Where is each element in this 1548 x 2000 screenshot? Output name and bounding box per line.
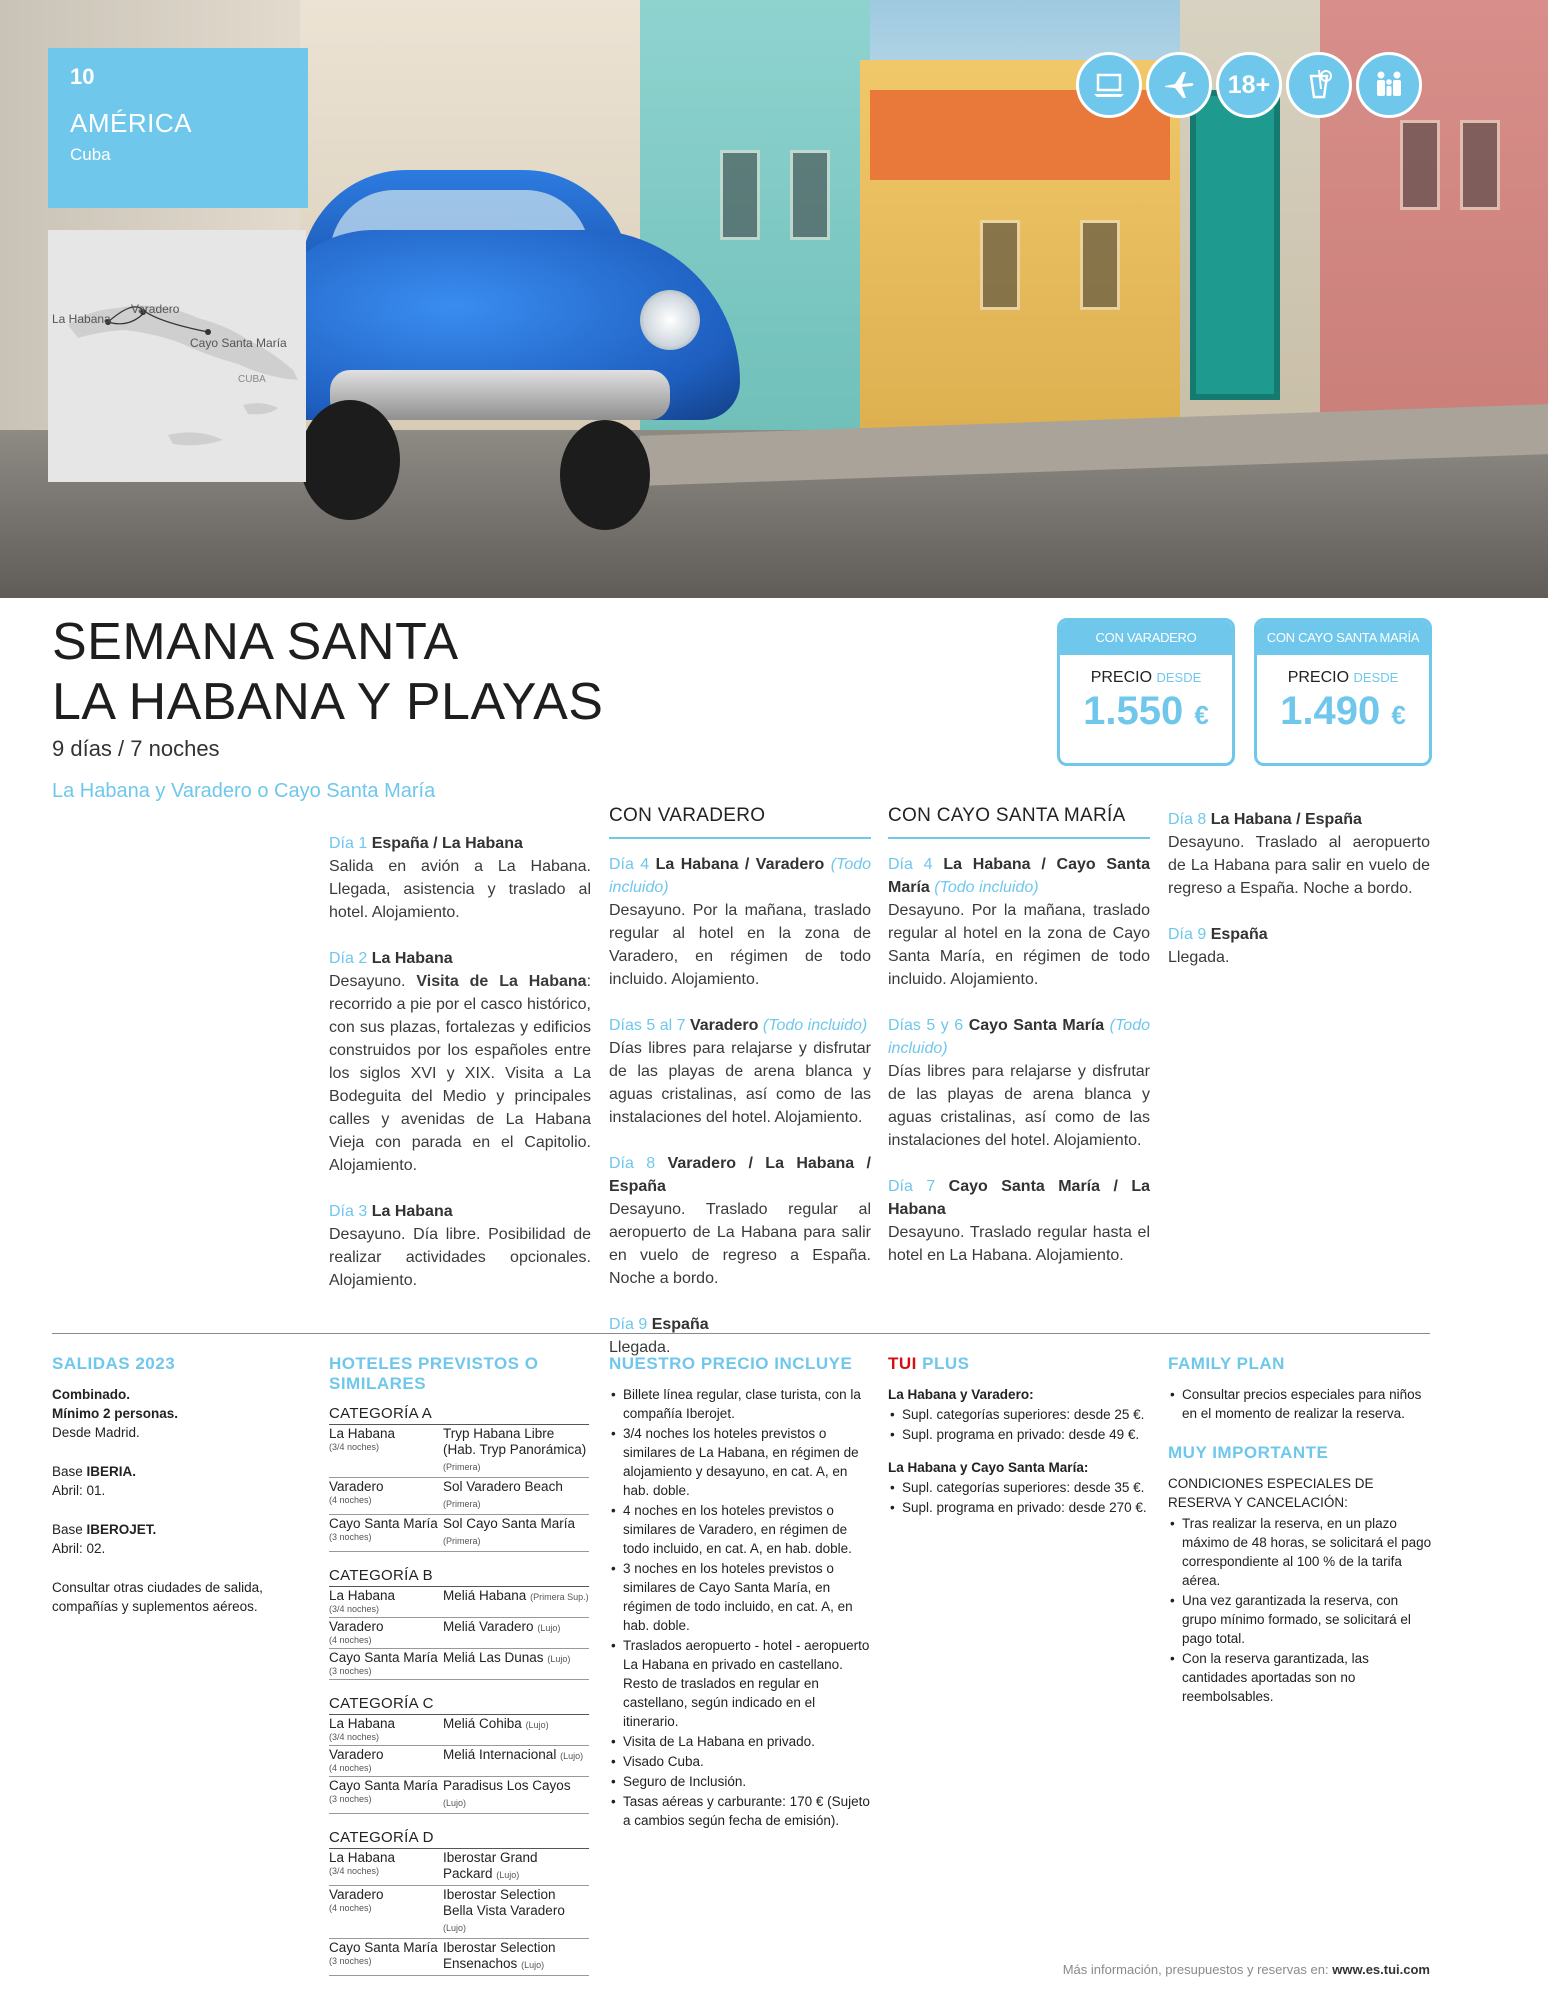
- hotel-city-cell: [329, 1426, 443, 1475]
- green-door: [1190, 90, 1280, 400]
- itinerary-day: [329, 832, 591, 924]
- hotel-name-cell: [443, 1747, 589, 1774]
- hotel-name: Sol Varadero Beach: [443, 1479, 563, 1494]
- hotel-city: Cayo Santa María: [329, 1516, 438, 1531]
- price-currency: €: [1391, 700, 1406, 730]
- family-list: [1168, 1385, 1434, 1423]
- footer: [1063, 1962, 1430, 1977]
- precio-incluye-section: [609, 1354, 871, 1831]
- hotel-name-cell: [443, 1778, 589, 1811]
- hotel-name: Iberostar Selection Ensenachos: [443, 1940, 556, 1971]
- window: [790, 150, 830, 240]
- day-title: España: [651, 1316, 709, 1333]
- hotel-city: La Habana: [329, 1716, 396, 1731]
- day-number: Día 1: [329, 835, 368, 852]
- itinerary-day: [1168, 808, 1430, 900]
- hotel-nights: (3 noches): [329, 1532, 372, 1542]
- car-headlight: [640, 290, 700, 350]
- hotel-city-cell: [329, 1940, 443, 1973]
- base-name: IBERIA.: [86, 1464, 137, 1479]
- hotel-city: Varadero: [329, 1479, 384, 1494]
- hotel-city-cell: [329, 1716, 443, 1743]
- price-card-cayo-santa-maria: [1254, 618, 1432, 766]
- hotel-row: [329, 1939, 589, 1976]
- salidas-note: Consultar otras ciudades de salida, compañías y suplementos aéreos.: [52, 1580, 263, 1614]
- day-title: Cayo Santa María: [968, 1017, 1105, 1034]
- precio-list: [609, 1385, 871, 1830]
- day-note: (Todo incluido): [934, 879, 1039, 896]
- window: [720, 150, 760, 240]
- itinerary-column-cayo: [888, 804, 1150, 1290]
- window: [1080, 220, 1120, 310]
- family-plan-section: [1168, 1354, 1434, 1707]
- hotel-category-label: (Lujo): [521, 1960, 545, 1970]
- hotel-nights: (3/4 noches): [329, 1732, 380, 1742]
- list-item: • Tras realizar la reserva, en un plazo máximo de 48 horas, se solicitará el pago correspondiente al 100 % de la tarifa aérea.: [1168, 1514, 1434, 1590]
- hotel-city-cell: [329, 1588, 443, 1615]
- day-description: Desayuno. Por la mañana, traslado regular al hotel en la zona de Cayo Santa María, en régimen de todo incluido. Alojamiento.: [888, 902, 1150, 988]
- day-note: (Todo incluido): [762, 1017, 868, 1034]
- section-divider: [52, 1333, 1430, 1334]
- conditions-heading: CONDICIONES ESPECIALES DE RESERVA Y CANCELACIÓN:: [1168, 1476, 1374, 1510]
- list-item: • Billete línea regular, clase turista, con la compañía Iberojet.: [609, 1385, 871, 1423]
- car-wheel: [300, 400, 400, 520]
- day-description: Salida en avión a La Habana. Llegada, asistencia y traslado al hotel. Alojamiento.: [329, 858, 591, 921]
- hotel-row: [329, 1886, 589, 1939]
- tui-groups: [888, 1385, 1150, 1517]
- day-title: Varadero: [689, 1017, 759, 1034]
- hotel-category-label: (Lujo): [560, 1751, 584, 1761]
- hotel-row: [329, 1849, 589, 1886]
- hotel-row: [329, 1515, 589, 1552]
- list-item: • Supl. programa en privado: desde 49 €.: [888, 1425, 1150, 1444]
- itinerary-day: [329, 1200, 591, 1292]
- feature-icons: [1076, 52, 1422, 118]
- list-item: • 4 noches en los hoteles previstos o similares de Varadero, en régimen de todo incluido, en cat. A, en hab. doble.: [609, 1501, 871, 1558]
- hotel-category-label: (Primera): [443, 1462, 481, 1472]
- day-description: Días libres para relajarse y disfrutar de las playas de arena blanca y aguas cristalinas, así como de las instalaciones del hotel. Alojamiento.: [888, 1063, 1150, 1149]
- hotel-nights: (3 noches): [329, 1794, 372, 1804]
- hero-photo: [0, 0, 1548, 598]
- itinerary-day: [609, 1014, 871, 1129]
- hotel-row: [329, 1587, 589, 1618]
- day-title: España / La Habana: [371, 835, 523, 852]
- continent-label: AMÉRICA: [70, 108, 192, 138]
- family-icon: [1356, 52, 1422, 118]
- hotel-city-cell: [329, 1887, 443, 1936]
- day-description: Días libres para relajarse y disfrutar de las playas de arena blanca y aguas cristalinas, así como de las instalaciones del hotel. Alojamiento.: [609, 1040, 871, 1126]
- price-amount: 1.550: [1083, 689, 1184, 733]
- base-name: IBEROJET.: [86, 1522, 157, 1537]
- hotel-nights: (3/4 noches): [329, 1604, 380, 1614]
- itinerary-column-varadero: [609, 804, 871, 1382]
- day-description: [329, 970, 591, 1177]
- price-desde: DESDE: [1353, 670, 1399, 685]
- list-item: • Con la reserva garantizada, las cantidades aportadas son no reembolsables.: [1168, 1649, 1434, 1706]
- salidas-base-iberojet: [52, 1520, 292, 1558]
- hotel-category-label: (Lujo): [547, 1654, 571, 1664]
- hotel-category-label: (Lujo): [525, 1720, 549, 1730]
- hotel-name: Iberostar Selection Bella Vista Varadero: [443, 1887, 565, 1918]
- map-label-la-habana: La Habana: [52, 312, 111, 326]
- hotel-city-cell: [329, 1650, 443, 1677]
- day-note: (Todo incluido): [609, 856, 872, 896]
- cocktail-icon: [1286, 52, 1352, 118]
- hotel-nights: (3 noches): [329, 1666, 372, 1676]
- price-label: PRECIO: [1090, 669, 1153, 686]
- hotel-city: Cayo Santa María: [329, 1778, 438, 1793]
- hotel-category: [329, 1828, 589, 1976]
- price-label-line: [1257, 669, 1429, 687]
- footer-link[interactable]: www.es.tui.com: [1332, 1962, 1430, 1977]
- list-item: • 3/4 noches los hoteles previstos o similares de La Habana, en régimen de alojamiento y desayuno, en cat. A, en hab. doble.: [609, 1424, 871, 1500]
- section-title: NUESTRO PRECIO INCLUYE: [609, 1354, 853, 1373]
- hotel-category-label: (Primera): [443, 1536, 481, 1546]
- hotel-nights: (3/4 noches): [329, 1866, 380, 1876]
- price-label: PRECIO: [1287, 669, 1350, 686]
- itinerary-day: [329, 947, 591, 1177]
- price-desde: DESDE: [1156, 670, 1202, 685]
- day-number: Día 2: [329, 950, 368, 967]
- day-description: Desayuno. Traslado regular al aeropuerto de La Habana para salir en vuelo de regreso a España. Noche a bordo.: [609, 1201, 871, 1287]
- list-item: • Supl. programa en privado: desde 270 €.: [888, 1498, 1150, 1517]
- section-title: [888, 1354, 1150, 1373]
- age-badge-text: 18+: [1227, 70, 1271, 99]
- itinerary-day: [888, 853, 1150, 991]
- day-description: Desayuno. Traslado regular hasta el hotel en La Habana. Alojamiento.: [888, 1224, 1150, 1264]
- hotel-nights: (4 noches): [329, 1903, 372, 1913]
- page-title-line-2: LA HABANA Y PLAYAS: [52, 673, 604, 731]
- day-title: La Habana: [371, 950, 453, 967]
- car-wheel: [560, 420, 650, 530]
- hotel-name-cell: [443, 1516, 589, 1549]
- tui-group: [888, 1458, 1150, 1517]
- hotel-category-label: (Lujo): [496, 1870, 520, 1880]
- base-label: Base: [52, 1522, 87, 1537]
- day-number: Día 7: [888, 1178, 936, 1195]
- hotel-nights: (4 noches): [329, 1495, 372, 1505]
- hotel-nights: (4 noches): [329, 1763, 372, 1773]
- hotel-city: La Habana: [329, 1426, 396, 1441]
- price-card-varadero: [1057, 618, 1235, 766]
- section-title: HOTELES PREVISTOS O SIMILARES: [329, 1354, 539, 1393]
- hotel-name: Iberostar Grand Packard: [443, 1850, 538, 1881]
- hotel-city-cell: [329, 1479, 443, 1512]
- map-label-varadero: Varadero: [131, 302, 180, 316]
- price-card-header: CON CAYO SANTA MARÍA: [1257, 621, 1429, 655]
- category-name: CATEGORÍA D: [329, 1828, 589, 1849]
- list-item: • Seguro de Inclusión.: [609, 1772, 871, 1791]
- salidas-line: Desde Madrid.: [52, 1425, 140, 1440]
- list-item: • Consultar precios especiales para niños en el momento de realizar la reserva.: [1168, 1385, 1434, 1423]
- tui-title-rest: PLUS: [916, 1354, 970, 1373]
- list-item: • Tasas aéreas y carburante: 170 € (Sujeto a cambios según fecha de emisión).: [609, 1792, 871, 1830]
- tui-brand: TUI: [888, 1354, 917, 1373]
- hotel-category-label: (Primera): [443, 1499, 481, 1509]
- section-title: FAMILY PLAN: [1168, 1354, 1285, 1373]
- hotel-city-cell: [329, 1778, 443, 1811]
- day-number: Día 8: [1168, 811, 1207, 828]
- itinerary-day: [1168, 923, 1430, 969]
- tui-group-heading: La Habana y Varadero:: [888, 1387, 1034, 1402]
- cuba-map-shape: [48, 230, 306, 482]
- day-number: Día 8: [609, 1155, 656, 1172]
- hotel-category: [329, 1566, 589, 1680]
- category-name: CATEGORÍA A: [329, 1404, 589, 1425]
- hotel-row: [329, 1746, 589, 1777]
- window: [1460, 120, 1500, 210]
- base-date: Abril: 01.: [52, 1483, 106, 1498]
- day-description: Desayuno. Traslado al aeropuerto de La Habana para salir en vuelo de regreso a España. Noche a bordo.: [1168, 834, 1430, 897]
- hotel-name: Sol Cayo Santa María: [443, 1516, 576, 1531]
- plane-icon: [1146, 52, 1212, 118]
- column-heading: CON VARADERO: [609, 804, 871, 839]
- itinerary-day: [609, 853, 871, 991]
- hotel-name: Meliá Internacional: [443, 1747, 557, 1762]
- tui-group: [888, 1385, 1150, 1444]
- tui-group-heading: La Habana y Cayo Santa María:: [888, 1460, 1089, 1475]
- day-number: Días 5 al 7: [609, 1017, 686, 1034]
- day-description: Llegada.: [1168, 949, 1230, 966]
- day-number: Día 9: [1168, 926, 1207, 943]
- map-label-cuba: CUBA: [238, 374, 266, 385]
- hotel-categories: [329, 1404, 589, 1976]
- list-item: • Supl. categorías superiores: desde 35 €.: [888, 1478, 1150, 1497]
- salidas-base-iberia: [52, 1462, 292, 1500]
- salidas-info: [52, 1385, 292, 1442]
- day-highlight: Visita de La Habana: [416, 973, 587, 990]
- category-name: CATEGORÍA C: [329, 1694, 589, 1715]
- hotel-name-cell: [443, 1650, 589, 1677]
- trip-duration: 9 días / 7 noches: [52, 736, 220, 761]
- hotel-city-cell: [329, 1516, 443, 1549]
- country-label: Cuba: [70, 145, 111, 164]
- price-card-header: CON VARADERO: [1060, 621, 1232, 655]
- hotel-nights: (3/4 noches): [329, 1442, 380, 1452]
- hotel-category-label: (Primera Sup.): [530, 1592, 589, 1602]
- day-number: Días 5 y 6: [888, 1017, 964, 1034]
- itinerary-day: [888, 1014, 1150, 1152]
- salidas-line: Combinado.: [52, 1387, 130, 1402]
- itinerary-day: [609, 1313, 871, 1359]
- hotel-name-cell: [443, 1887, 589, 1936]
- conditions-list: [1168, 1514, 1434, 1706]
- day-number: Día 3: [329, 1203, 368, 1220]
- price-amount: 1.490: [1280, 689, 1381, 733]
- day-number: Día 4: [609, 856, 650, 873]
- day-text-part: : recorrido a pie por el casco histórico, con sus plazas, fortalezas y edificios construidos por los españoles entre los siglos XVI y XIX. Visita a La Bodeguita del Medio y principales calles y avenidas de La Habana Vieja con parada en el Capitolio. Alojamiento.: [329, 973, 592, 1174]
- day-text-part: Desayuno.: [329, 973, 417, 990]
- trip-title-block: [52, 612, 812, 803]
- hotel-city: La Habana: [329, 1850, 396, 1865]
- section-title-muy-importante: MUY IMPORTANTE: [1168, 1443, 1329, 1462]
- list-item: • Traslados aeropuerto - hotel - aeropuerto La Habana en privado en castellano. Resto de traslados en regular en castellano, según indicado en el itinerario.: [609, 1636, 871, 1731]
- hotel-row: [329, 1618, 589, 1649]
- hotel-category: [329, 1694, 589, 1814]
- hotel-city-cell: [329, 1619, 443, 1646]
- hotel-city-cell: [329, 1747, 443, 1774]
- hotel-name: Meliá Cohiba: [443, 1716, 522, 1731]
- day-number: Día 4: [888, 856, 933, 873]
- hotel-city: Varadero: [329, 1887, 384, 1902]
- day-title: Varadero / La Habana / España: [609, 1155, 871, 1195]
- hotel-category-label: (Lujo): [443, 1923, 467, 1933]
- day-number: Día 9: [609, 1316, 648, 1333]
- hotel-row: [329, 1649, 589, 1680]
- tui-plus-section: [888, 1354, 1150, 1531]
- hotel-name: Tryp Habana Libre (Hab. Tryp Panorámica): [443, 1426, 587, 1457]
- hotel-nights: (3 noches): [329, 1956, 372, 1966]
- hotel-city: Cayo Santa María: [329, 1940, 438, 1955]
- price-amount-line: [1060, 689, 1232, 734]
- price-currency: €: [1194, 700, 1209, 730]
- hotel-name: Meliá Las Dunas: [443, 1650, 544, 1665]
- hotel-city: Varadero: [329, 1619, 384, 1634]
- salidas-section: [52, 1354, 292, 1636]
- hotel-name-cell: [443, 1940, 589, 1973]
- footer-text: Más información, presupuestos y reservas en:: [1062, 1962, 1333, 1977]
- list-item: • Visado Cuba.: [609, 1752, 871, 1771]
- itinerary-day: [609, 1152, 871, 1290]
- base-date: Abril: 02.: [52, 1541, 106, 1556]
- hotel-category-label: (Lujo): [443, 1798, 467, 1808]
- list-item: • 3 noches en los hoteles previstos o similares de Cayo Santa María, en régimen de todo incluido, en cat. A, en hab. doble.: [609, 1559, 871, 1635]
- trip-subtitle: La Habana y Varadero o Cayo Santa María: [52, 780, 436, 802]
- window: [1400, 120, 1440, 210]
- hotel-name: Meliá Varadero: [443, 1619, 534, 1634]
- day-title: España: [1210, 926, 1268, 943]
- hotel-row: [329, 1425, 589, 1478]
- list-item: • Una vez garantizada la reserva, con grupo mínimo formado, se solicitará el pago total.: [1168, 1591, 1434, 1648]
- route-map: [48, 230, 306, 482]
- price-label-line: [1060, 669, 1232, 687]
- laptop-icon: [1076, 52, 1142, 118]
- hotel-category: [329, 1404, 589, 1552]
- itinerary-day: [888, 1175, 1150, 1267]
- hotel-city: Varadero: [329, 1747, 384, 1762]
- section-title: SALIDAS 2023: [52, 1354, 176, 1373]
- hotel-name-cell: [443, 1619, 589, 1646]
- hotel-name-cell: [443, 1850, 589, 1883]
- hotel-city-cell: [329, 1850, 443, 1883]
- salidas-line: Mínimo 2 personas.: [52, 1406, 179, 1421]
- map-label-cayo-santa-maria: Cayo Santa María: [190, 336, 287, 350]
- list-item: • Visita de La Habana en privado.: [609, 1732, 871, 1751]
- day-description: Desayuno. Día libre. Posibilidad de realizar actividades opcionales. Alojamiento.: [329, 1226, 591, 1289]
- hotel-row: [329, 1777, 589, 1814]
- hotel-city: La Habana: [329, 1588, 396, 1603]
- hotel-name-cell: [443, 1588, 589, 1615]
- category-name: CATEGORÍA B: [329, 1566, 589, 1587]
- hotel-row: [329, 1478, 589, 1515]
- day-description: Desayuno. Por la mañana, traslado regular al hotel en la zona de Varadero, en régimen de todo incluido. Alojamiento.: [609, 902, 871, 988]
- day-title: La Habana / Varadero: [655, 856, 825, 873]
- day-title: La Habana / España: [1210, 811, 1362, 828]
- window: [980, 220, 1020, 310]
- hotel-name-cell: [443, 1426, 589, 1475]
- day-title: Cayo Santa María / La Habana: [888, 1178, 1150, 1218]
- day-description: Llegada.: [609, 1339, 671, 1356]
- itinerary-column-4: [1168, 808, 1430, 992]
- price-amount-line: [1257, 689, 1429, 734]
- hotel-name: Paradisus Los Cayos: [443, 1778, 571, 1793]
- hotel-nights: (4 noches): [329, 1635, 372, 1645]
- column-heading: CON CAYO SANTA MARÍA: [888, 804, 1150, 839]
- day-title: La Habana: [371, 1203, 453, 1220]
- hotel-name: Meliá Habana: [443, 1588, 527, 1603]
- age-18-icon: [1216, 52, 1282, 118]
- day-title: La Habana / Cayo Santa María: [888, 856, 1150, 896]
- day-note: (Todo incluido): [888, 1017, 1150, 1057]
- page-title-line-1: SEMANA SANTA: [52, 613, 459, 671]
- category-box: [48, 48, 308, 208]
- hotel-name-cell: [443, 1716, 589, 1743]
- hotel-row: [329, 1715, 589, 1746]
- list-item: • Supl. categorías superiores: desde 25 €.: [888, 1405, 1150, 1424]
- page-number: 10: [70, 64, 95, 89]
- hotel-name-cell: [443, 1479, 589, 1512]
- hotel-category-label: (Lujo): [537, 1623, 561, 1633]
- base-label: Base: [52, 1464, 87, 1479]
- hoteles-section: [329, 1354, 589, 1990]
- itinerary-column-1: [329, 832, 591, 1315]
- hotel-city: Cayo Santa María: [329, 1650, 438, 1665]
